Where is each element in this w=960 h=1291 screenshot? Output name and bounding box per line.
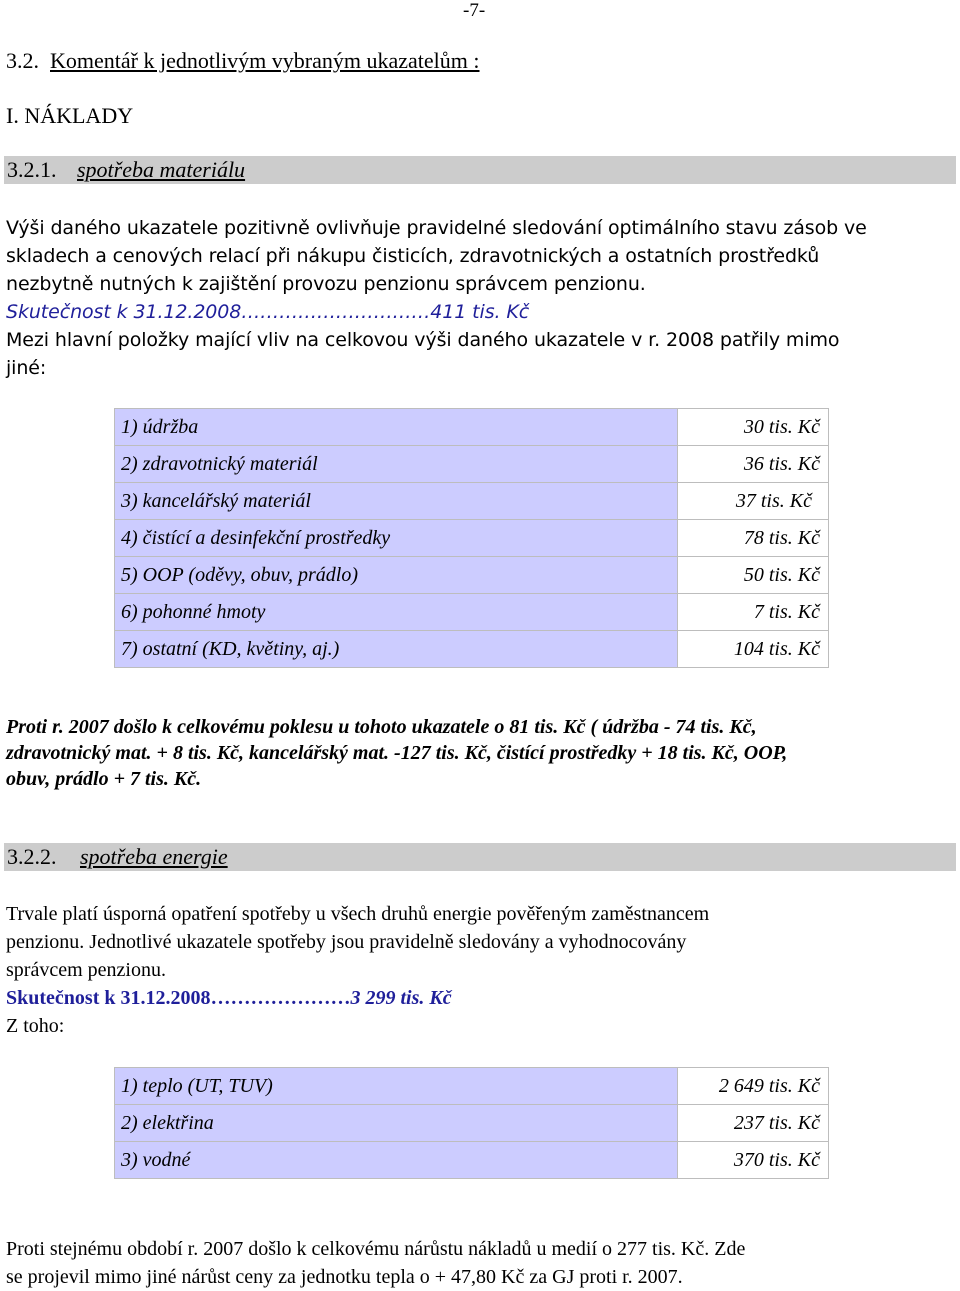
- material-paragraph: [6, 214, 956, 382]
- table-row: [115, 446, 829, 483]
- page-number: -7-: [463, 0, 486, 21]
- paragraph-line: správcem penzionu.: [6, 959, 166, 981]
- item-label: 3) vodné: [115, 1142, 678, 1179]
- comparison-line: zdravotnický mat. + 8 tis. Kč, kancelářský mat. -127 tis. Kč, čistící prostředky + 18 tis. Kč, OOP,: [6, 742, 788, 764]
- item-value: 78 tis. Kč: [678, 520, 829, 557]
- item-label: 3) kancelářský materiál: [115, 483, 678, 520]
- energy-items-table: [114, 1067, 829, 1179]
- material-comparison: [6, 714, 956, 792]
- item-value: 104 tis. Kč: [678, 631, 829, 668]
- comparison-line: se projevil mimo jiné nárůst ceny za jednotku tepla o + 47,80 Kč za GJ proti r. 2007.: [6, 1266, 683, 1288]
- actual-label: Skutečnost k 31.12.2008…………………………: [6, 301, 431, 323]
- table-row: [115, 557, 829, 594]
- section-title: spotřeba materiálu: [77, 157, 246, 182]
- paragraph-line: skladech a cenových relací při nákupu čisticích, zdravotnických a ostatních prostředků: [6, 245, 820, 267]
- material-items-table: [114, 408, 829, 668]
- actual-label: Skutečnost k 31.12.2008…………………: [6, 987, 351, 1009]
- item-label: 6) pohonné hmoty: [115, 594, 678, 631]
- main-heading-title: Komentář k jednotlivým vybraným ukazatelům :: [50, 48, 480, 73]
- items-intro-line: Z toho:: [6, 1015, 65, 1037]
- section-title: spotřeba energie: [80, 844, 228, 869]
- table-row: [115, 594, 829, 631]
- item-value: 37 tis. Kč: [678, 483, 829, 520]
- actual-value-line: [6, 984, 956, 1012]
- paragraph-line: Trvale platí úsporná opatření spotřeby u všech druhů energie pověřeným zaměstnancem: [6, 903, 710, 925]
- comparison-line: obuv, prádlo + 7 tis. Kč.: [6, 768, 202, 790]
- main-heading: [6, 48, 480, 74]
- item-value: 50 tis. Kč: [678, 557, 829, 594]
- paragraph-line: nezbytně nutných k zajištění provozu penzionu správcem penzionu.: [6, 273, 646, 295]
- section-header-material: [4, 156, 956, 184]
- table-row: [115, 1068, 829, 1105]
- actual-value: 3 299 tis. Kč: [350, 987, 452, 1009]
- item-value: 2 649 tis. Kč: [678, 1068, 829, 1105]
- item-label: 5) OOP (oděvy, obuv, prádlo): [115, 557, 678, 594]
- paragraph-line: Výši daného ukazatele pozitivně ovlivňuje pravidelné sledování optimálního stavu zásob ve: [6, 217, 867, 239]
- paragraph-line: penzionu. Jednotlivé ukazatele spotřeby jsou pravidelně sledovány a vyhodnocovány: [6, 931, 687, 953]
- item-value: 370 tis. Kč: [678, 1142, 829, 1179]
- item-label: 2) zdravotnický materiál: [115, 446, 678, 483]
- item-value: 36 tis. Kč: [678, 446, 829, 483]
- table-row: [115, 631, 829, 668]
- table-row: [115, 483, 829, 520]
- table-row: [115, 1105, 829, 1142]
- comparison-line: Proti r. 2007 došlo k celkovému poklesu u tohoto ukazatele o 81 tis. Kč ( údržba - 74 tis. Kč,: [6, 716, 757, 738]
- item-label: 2) elektřina: [115, 1105, 678, 1142]
- comparison-line: Proti stejnému období r. 2007 došlo k celkovému nárůstu nákladů u medií o 277 tis. Kč. Zde: [6, 1238, 746, 1260]
- table-row: [115, 1142, 829, 1179]
- energy-comparison: [6, 1235, 956, 1291]
- item-label: 7) ostatní (KD, květiny, aj.): [115, 631, 678, 668]
- actual-value-line: [6, 298, 956, 326]
- item-value: 237 tis. Kč: [678, 1105, 829, 1142]
- section-header-energy: [4, 843, 956, 871]
- main-heading-number: 3.2.: [6, 48, 39, 73]
- table-row: [115, 409, 829, 446]
- actual-value: 411 tis. Kč: [430, 301, 530, 323]
- item-label: 4) čistící a desinfekční prostředky: [115, 520, 678, 557]
- section-number: 3.2.1.: [7, 157, 57, 182]
- item-label: 1) údržba: [115, 409, 678, 446]
- item-value: 7 tis. Kč: [678, 594, 829, 631]
- item-value: 30 tis. Kč: [678, 409, 829, 446]
- section-number: 3.2.2.: [7, 844, 57, 869]
- items-intro-line: Mezi hlavní položky mající vliv na celkovou výši daného ukazatele v r. 2008 patřily mimo: [6, 329, 840, 351]
- subheading: I. NÁKLADY: [6, 103, 134, 128]
- items-intro-line: jiné:: [6, 357, 47, 379]
- table-row: [115, 520, 829, 557]
- item-label: 1) teplo (UT, TUV): [115, 1068, 678, 1105]
- energy-paragraph: [6, 900, 956, 1040]
